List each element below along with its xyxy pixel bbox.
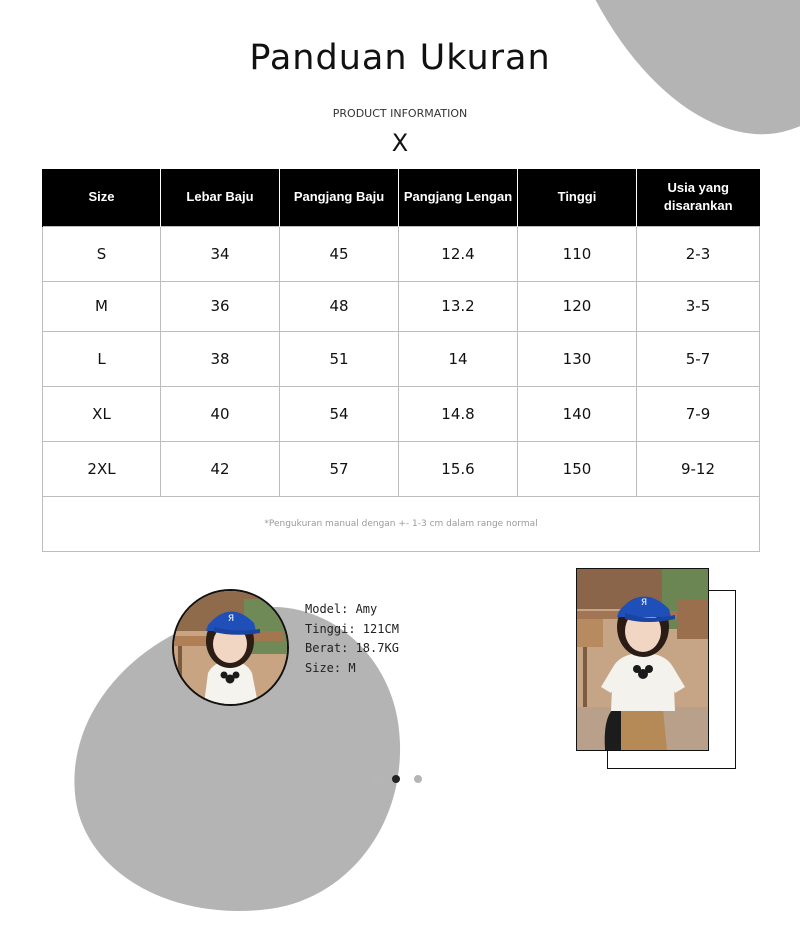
table-note-row <box>43 496 760 551</box>
table-cell: 110 <box>518 226 637 281</box>
table-cell: XL <box>43 386 161 441</box>
table-cell: 120 <box>518 281 637 331</box>
table-cell: 13.2 <box>399 281 518 331</box>
table-cell: 7-9 <box>637 386 760 441</box>
table-cell: 38 <box>161 331 280 386</box>
size-chart-table <box>42 169 760 552</box>
measurement-note: *Pengukuran manual dengan +- 1-3 cm dalam range normal <box>43 496 760 551</box>
carousel-indicator <box>370 768 436 787</box>
table-row <box>43 331 760 386</box>
table-row <box>43 281 760 331</box>
table-cell: 34 <box>161 226 280 281</box>
model-height: Tinggi: 121CM <box>305 621 399 636</box>
model-size: Size: M <box>305 660 356 675</box>
cap-logo-icon: Я <box>227 614 235 624</box>
table-cell: 2-3 <box>637 226 760 281</box>
table-cell: 14.8 <box>399 386 518 441</box>
page-subtitle: PRODUCT INFORMATION <box>332 107 468 120</box>
separator-mark: X <box>391 129 409 157</box>
table-cell: 51 <box>280 331 399 386</box>
header-pangjang-lengan: Pangjang Lengan <box>399 169 518 226</box>
cap-logo-icon: Я <box>640 598 648 608</box>
model-avatar-photo <box>172 589 289 706</box>
table-cell: 14 <box>399 331 518 386</box>
table-cell: 9-12 <box>637 441 760 496</box>
carousel-dot-1[interactable] <box>370 775 378 783</box>
table-cell: 2XL <box>43 441 161 496</box>
model-info <box>305 600 399 678</box>
model-weight: Berat: 18.7KG <box>305 641 399 655</box>
header-tinggi: Tinggi <box>518 169 637 226</box>
table-cell: 12.4 <box>399 226 518 281</box>
header-size: Size <box>43 169 161 226</box>
table-cell: 140 <box>518 386 637 441</box>
header-usia: Usia yang disarankan <box>637 169 760 226</box>
table-cell: 15.6 <box>399 441 518 496</box>
table-cell: 54 <box>280 386 399 441</box>
table-cell: 150 <box>518 441 637 496</box>
table-cell: 130 <box>518 331 637 386</box>
model-full-photo <box>576 568 709 751</box>
table-cell: M <box>43 281 161 331</box>
table-cell: 36 <box>161 281 280 331</box>
table-cell: 42 <box>161 441 280 496</box>
table-row <box>43 441 760 496</box>
table-row <box>43 386 760 441</box>
table-cell: L <box>43 331 161 386</box>
table-cell: 57 <box>280 441 399 496</box>
table-cell: 40 <box>161 386 280 441</box>
carousel-dot-2[interactable] <box>392 775 400 783</box>
table-cell: 45 <box>280 226 399 281</box>
table-cell: 5-7 <box>637 331 760 386</box>
page-title: Panduan Ukuran <box>249 38 551 78</box>
table-header-row <box>43 169 760 226</box>
header-lebar-baju: Lebar Baju <box>161 169 280 226</box>
carousel-dot-3[interactable] <box>414 775 422 783</box>
header-pangjang-baju: Pangjang Baju <box>280 169 399 226</box>
table-cell: 48 <box>280 281 399 331</box>
model-name: Model: Amy <box>305 602 378 616</box>
table-row <box>43 226 760 281</box>
table-cell: S <box>43 226 161 281</box>
table-cell: 3-5 <box>637 281 760 331</box>
